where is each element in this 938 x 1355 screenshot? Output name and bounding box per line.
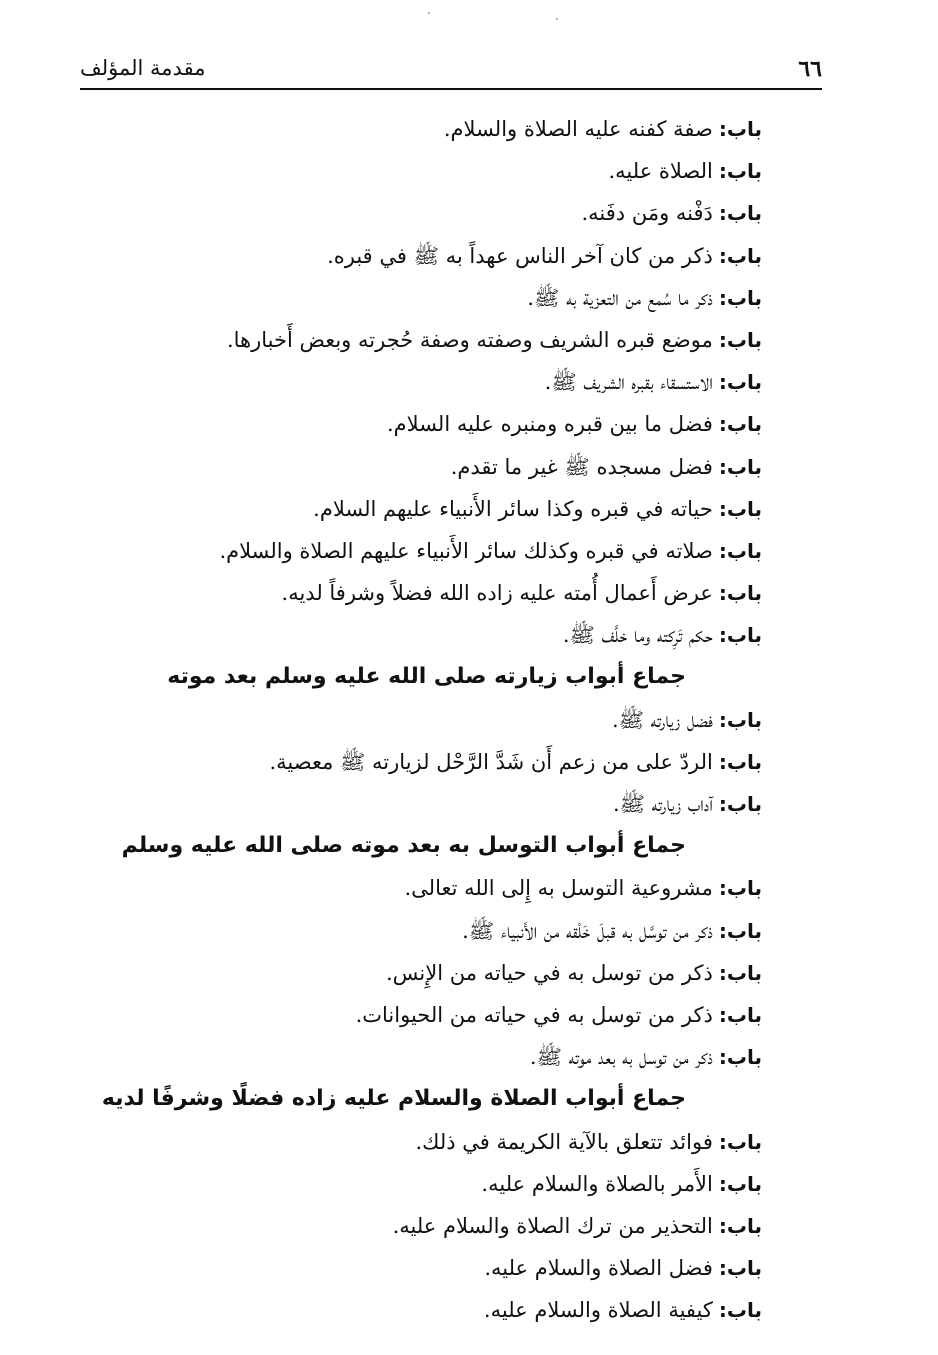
chapter-title: الأَمر بالصلاة والسلام عليه. bbox=[481, 1171, 713, 1196]
chapter-entry bbox=[142, 403, 762, 445]
chapter-entry bbox=[142, 572, 762, 614]
chapter-label: باب: bbox=[718, 749, 762, 774]
chapter-entry bbox=[142, 1121, 762, 1163]
chapter-label: باب: bbox=[718, 1256, 762, 1281]
chapter-entry bbox=[142, 108, 762, 150]
chapter-entry bbox=[142, 150, 762, 192]
chapter-title: فضل زيارته ﷺ. bbox=[611, 707, 713, 732]
chapter-label: باب: bbox=[718, 1002, 762, 1027]
section-heading: جماع أبواب الصلاة والسلام عليه زاده فضلًا وشرفًا لديه bbox=[101, 1086, 686, 1112]
chapter-label: باب: bbox=[718, 1213, 762, 1238]
chapter-title: دَفْنه ومَن دفَنه. bbox=[581, 201, 713, 226]
chapter-label: باب: bbox=[718, 370, 762, 395]
chapter-label: باب: bbox=[718, 159, 762, 184]
chapter-title: ذكر ما سُمع من التعزية به ﷺ. bbox=[527, 285, 713, 310]
chapter-title: ذكر من كان آخر الناس عهداً به ﷺ في قبره. bbox=[327, 243, 713, 268]
chapter-label: باب: bbox=[718, 1171, 762, 1196]
chapter-entry bbox=[142, 235, 762, 277]
chapter-label: باب: bbox=[718, 918, 762, 943]
chapter-entry bbox=[142, 446, 762, 488]
chapter-entry bbox=[142, 867, 762, 909]
chapter-title: موضع قبره الشريف وصفته وصفة حُجرته وبعض أَخبارها. bbox=[226, 327, 713, 352]
chapter-entry bbox=[142, 319, 762, 361]
running-title: مقدمة المؤلف bbox=[80, 56, 206, 80]
chapter-label: باب: bbox=[718, 243, 762, 268]
chapter-title: الاستسقاء بقبره الشريف ﷺ. bbox=[544, 370, 713, 395]
chapter-entry bbox=[142, 952, 762, 994]
chapter-entry bbox=[142, 783, 762, 825]
chapter-title: عرض أَعمال أُمته عليه زاده الله فضلاً وشرفاً لديه. bbox=[281, 581, 713, 606]
chapter-label: باب: bbox=[718, 412, 762, 437]
chapter-entry bbox=[142, 1036, 762, 1078]
chapter-title: الردّ على من زعم أَن شَدَّ الرَّحْل لزيارته ﷺ معصية. bbox=[269, 749, 713, 774]
chapter-label: باب: bbox=[718, 327, 762, 352]
chapter-label: باب: bbox=[718, 960, 762, 985]
chapter-label: باب: bbox=[718, 707, 762, 732]
chapter-label: باب: bbox=[718, 538, 762, 563]
chapter-title: آداب زيارته ﷺ. bbox=[612, 792, 713, 816]
chapter-title: ذكر من توسل به بعد موته ﷺ. bbox=[529, 1045, 713, 1070]
chapter-label: باب: bbox=[718, 201, 762, 226]
chapter-entry bbox=[142, 1289, 762, 1331]
chapter-entry bbox=[142, 277, 762, 319]
chapter-label: باب: bbox=[718, 454, 762, 479]
chapter-entry bbox=[142, 192, 762, 234]
chapter-title: كيفية الصلاة والسلام عليه. bbox=[483, 1298, 713, 1323]
page-number: ٦٦ bbox=[798, 56, 822, 82]
chapter-entry bbox=[142, 910, 762, 952]
chapter-label: باب: bbox=[718, 581, 762, 606]
chapter-title: فضل ما بين قبره ومنبره عليه السلام. bbox=[386, 412, 713, 437]
chapter-title: حياته في قبره وكذا سائر الأَنبياء عليهم السلام. bbox=[313, 496, 713, 521]
chapter-label: باب: bbox=[718, 1045, 762, 1070]
chapter-label: باب: bbox=[718, 876, 762, 901]
section-heading: جماع أبواب التوسل به بعد موته صلى الله عليه وسلم bbox=[121, 833, 686, 859]
chapter-title: فضل مسجده ﷺ غير ما تقدم. bbox=[450, 454, 713, 479]
chapter-title: صفة كفنه عليه الصلاة والسلام. bbox=[443, 117, 713, 141]
chapter-title: فوائد تتعلق بالآية الكريمة في ذلك. bbox=[415, 1129, 713, 1154]
chapter-title: ذكر من توسل به في حياته من الإِنس. bbox=[385, 960, 713, 985]
chapter-entry bbox=[142, 361, 762, 403]
chapter-entry bbox=[142, 741, 762, 783]
page-header bbox=[80, 52, 822, 90]
chapter-entry bbox=[142, 488, 762, 530]
chapter-entry bbox=[142, 699, 762, 741]
chapter-label: باب: bbox=[718, 285, 762, 310]
chapter-label: باب: bbox=[718, 792, 762, 816]
chapter-label: باب: bbox=[718, 623, 762, 648]
chapter-label: باب: bbox=[718, 1298, 762, 1323]
chapter-title: الصلاة عليه. bbox=[608, 159, 713, 184]
chapter-entry bbox=[142, 1163, 762, 1205]
chapter-title: فضل الصلاة والسلام عليه. bbox=[484, 1256, 713, 1281]
chapter-entry bbox=[142, 530, 762, 572]
chapter-title: التحذير من ترك الصلاة والسلام عليه. bbox=[392, 1213, 713, 1238]
scan-speck bbox=[428, 12, 430, 14]
chapter-entry bbox=[142, 614, 762, 656]
section-heading: جماع أبواب زيارته صلى الله عليه وسلم بعد موته bbox=[167, 664, 686, 690]
scan-speck bbox=[556, 18, 558, 20]
chapter-title: صلاته في قبره وكذلك سائر الأَنبياء عليهم الصلاة والسلام. bbox=[219, 538, 713, 563]
chapter-title: مشروعية التوسل به إِلى الله تعالى. bbox=[404, 876, 713, 901]
chapter-label: باب: bbox=[718, 117, 762, 141]
chapter-label: باب: bbox=[718, 1129, 762, 1154]
chapter-entry bbox=[142, 1247, 762, 1289]
chapter-label: باب: bbox=[718, 496, 762, 521]
chapter-title: ذكر من توسل به في حياته من الحيوانات. bbox=[355, 1002, 713, 1027]
chapter-entry bbox=[142, 1205, 762, 1247]
chapter-entry bbox=[142, 994, 762, 1036]
chapter-list bbox=[101, 108, 762, 1331]
chapter-title: حكم تَرِكته وما خلَّف ﷺ. bbox=[562, 623, 713, 648]
chapter-title: ذكر من توسَّل به قبلَ خَلْقه من الأَنبياء ﷺ. bbox=[462, 918, 713, 943]
